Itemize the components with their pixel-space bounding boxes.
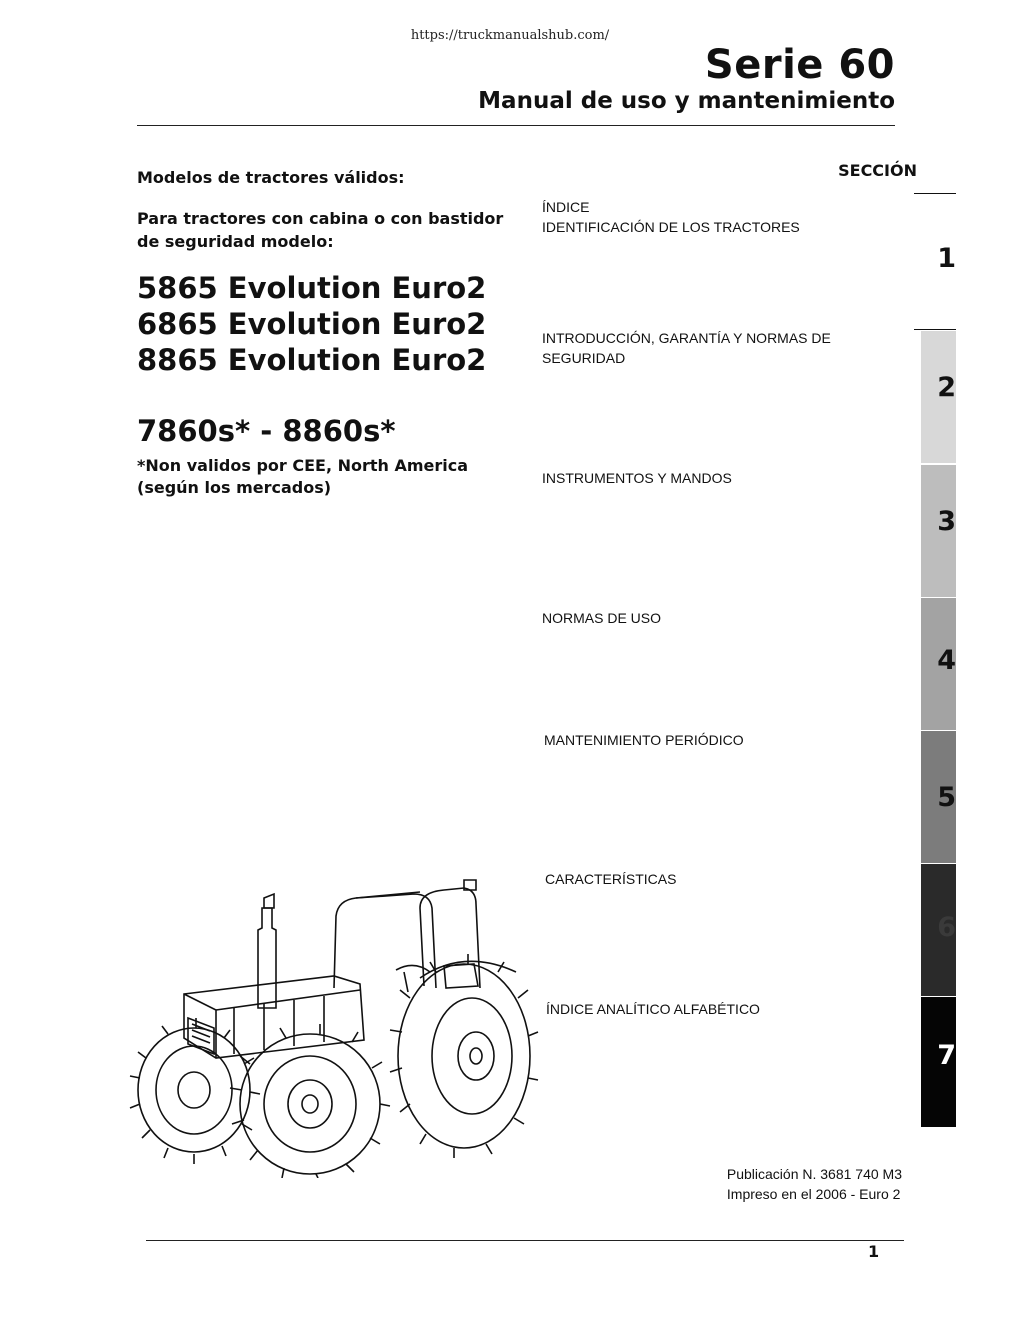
section-number: 4	[937, 645, 956, 676]
publication-info	[727, 1164, 902, 1204]
section-number: 2	[937, 372, 956, 403]
models-heading: Modelos de tractores válidos:	[137, 168, 405, 187]
toc-entry-1	[542, 197, 800, 237]
toc-entry-6	[545, 869, 676, 889]
publication-number: Publicación N. 3681 740 M3	[726, 1166, 902, 1182]
section-number: 1	[937, 243, 956, 274]
toc-entry-line: ÍNDICE ANALÍTICO ALFABÉTICO	[546, 1001, 760, 1017]
toc-entry-2	[542, 328, 831, 368]
section-label: SECCIÓN	[838, 161, 917, 180]
toc-entry-4	[542, 608, 661, 628]
cabin-note: Para tractores con cabina o con bastidor de seguridad modelo:	[137, 209, 504, 251]
special-models-note: *Non validos por CEE, North America (según los mercados)	[137, 456, 469, 497]
toc-entry-line: CARACTERÍSTICAS	[545, 871, 677, 887]
section-number: 7	[937, 1040, 956, 1071]
toc-entry-line: ÍNDICE	[542, 199, 590, 215]
section-number: 5	[937, 782, 956, 813]
source-url: https://truckmanualshub.com/	[410, 28, 610, 43]
toc-entry-line: INSTRUMENTOS Y MANDOS	[542, 470, 732, 486]
model-item: 6865 Evolution Euro2	[137, 307, 487, 341]
tractor-illustration	[124, 868, 544, 1178]
footer-rule	[146, 1240, 904, 1241]
toc-entry-line: IDENTIFICACIÓN DE LOS TRACTORES	[542, 219, 800, 235]
model-item: 5865 Evolution Euro2	[137, 271, 487, 305]
special-models: 7860s* - 8860s*	[137, 414, 396, 448]
toc-entry-line: NORMAS DE USO	[542, 610, 662, 626]
section-number: 3	[937, 506, 956, 537]
toc-entry-line: INTRODUCCIÓN, GARANTÍA Y NORMAS DE	[542, 330, 831, 346]
model-item: 8865 Evolution Euro2	[137, 343, 487, 377]
header-rule	[137, 125, 895, 126]
model-list	[137, 270, 486, 378]
toc-entry-7	[546, 999, 760, 1019]
toc-entry-line: MANTENIMIENTO PERIÓDICO	[544, 732, 744, 748]
toc-entry-5	[544, 730, 744, 750]
series-title: Serie 60	[704, 42, 895, 88]
manual-title: Manual de uso y mantenimiento	[478, 88, 895, 114]
toc-entry-line: SEGURIDAD	[542, 350, 626, 366]
section-number: 6	[937, 912, 956, 943]
section-divider	[914, 329, 956, 330]
page-number: 1	[868, 1242, 880, 1261]
publication-printed: Impreso en el 2006 - Euro 2	[726, 1186, 901, 1202]
toc-entry-3	[542, 468, 732, 488]
section-divider	[914, 193, 956, 194]
